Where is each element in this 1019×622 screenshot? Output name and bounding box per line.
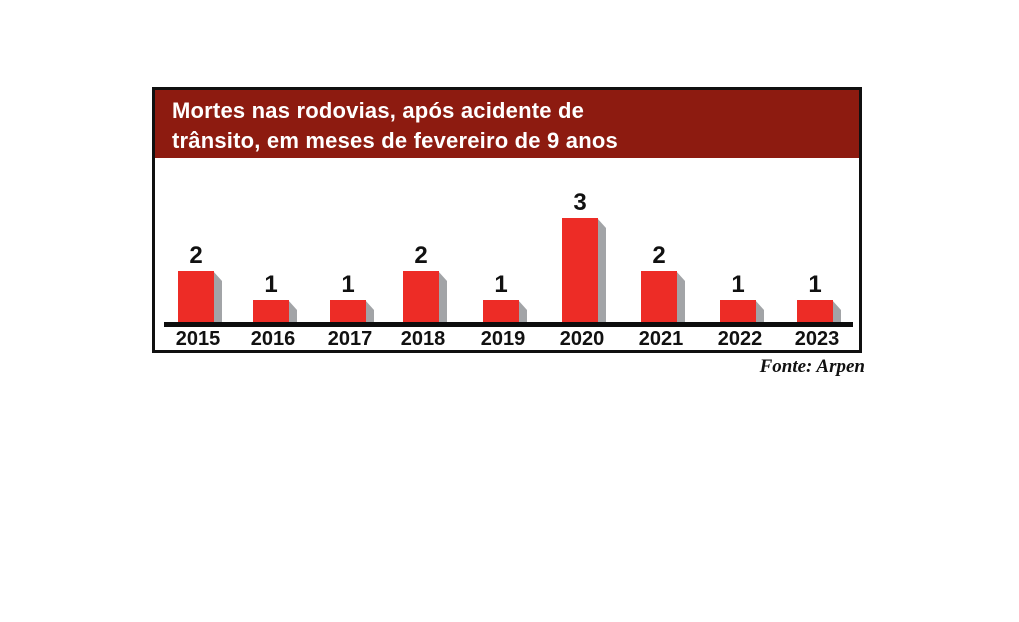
bar-shape — [797, 300, 841, 322]
bar-shape — [253, 300, 297, 322]
x-axis-tick-label: 2019 — [480, 328, 526, 350]
bar-2015 — [178, 242, 222, 322]
chart-box — [152, 87, 862, 353]
bar-2020 — [562, 189, 606, 322]
bar-value-label: 1 — [731, 271, 745, 298]
bar-2023 — [797, 271, 841, 322]
bar-2022 — [720, 271, 764, 322]
bar-shape — [178, 271, 222, 322]
bar-2019 — [483, 271, 527, 322]
bar-shape — [720, 300, 764, 322]
bar-2016 — [253, 271, 297, 322]
bar-value-label: 2 — [414, 242, 428, 269]
bar-shape — [641, 271, 685, 322]
bar-shape — [330, 300, 374, 322]
bar-value-label: 2 — [652, 242, 666, 269]
chart-title-line1: Mortes nas rodovias, após acidente de — [172, 98, 585, 123]
bar-shape — [403, 271, 447, 322]
x-axis-tick-label: 2020 — [559, 328, 605, 350]
bar-value-label: 1 — [341, 271, 355, 298]
source-caption: Fonte: Arpen — [759, 356, 865, 377]
chart-title-line2: trânsito, em meses de fevereiro de 9 anos — [172, 128, 618, 153]
bar-value-label: 3 — [573, 189, 587, 216]
bar-2018 — [403, 242, 447, 322]
bar-value-label: 1 — [264, 271, 278, 298]
bar-shape — [483, 300, 527, 322]
x-axis-tick-label: 2017 — [327, 328, 373, 350]
x-axis-tick-label: 2016 — [250, 328, 296, 350]
bar-value-label: 1 — [494, 271, 508, 298]
chart-header — [155, 90, 859, 158]
x-axis-tick-label: 2018 — [400, 328, 446, 350]
bar-shape — [562, 218, 606, 322]
bar-value-label: 2 — [189, 242, 203, 269]
bar-value-label: 1 — [808, 271, 822, 298]
x-axis-tick-label: 2015 — [175, 328, 221, 350]
plot-area — [155, 158, 859, 350]
x-axis-line — [164, 322, 853, 327]
x-axis-tick-label: 2022 — [717, 328, 763, 350]
bar-2017 — [330, 271, 374, 322]
x-axis-tick-label: 2021 — [638, 328, 684, 350]
x-axis-tick-label: 2023 — [794, 328, 840, 350]
bar-2021 — [641, 242, 685, 322]
